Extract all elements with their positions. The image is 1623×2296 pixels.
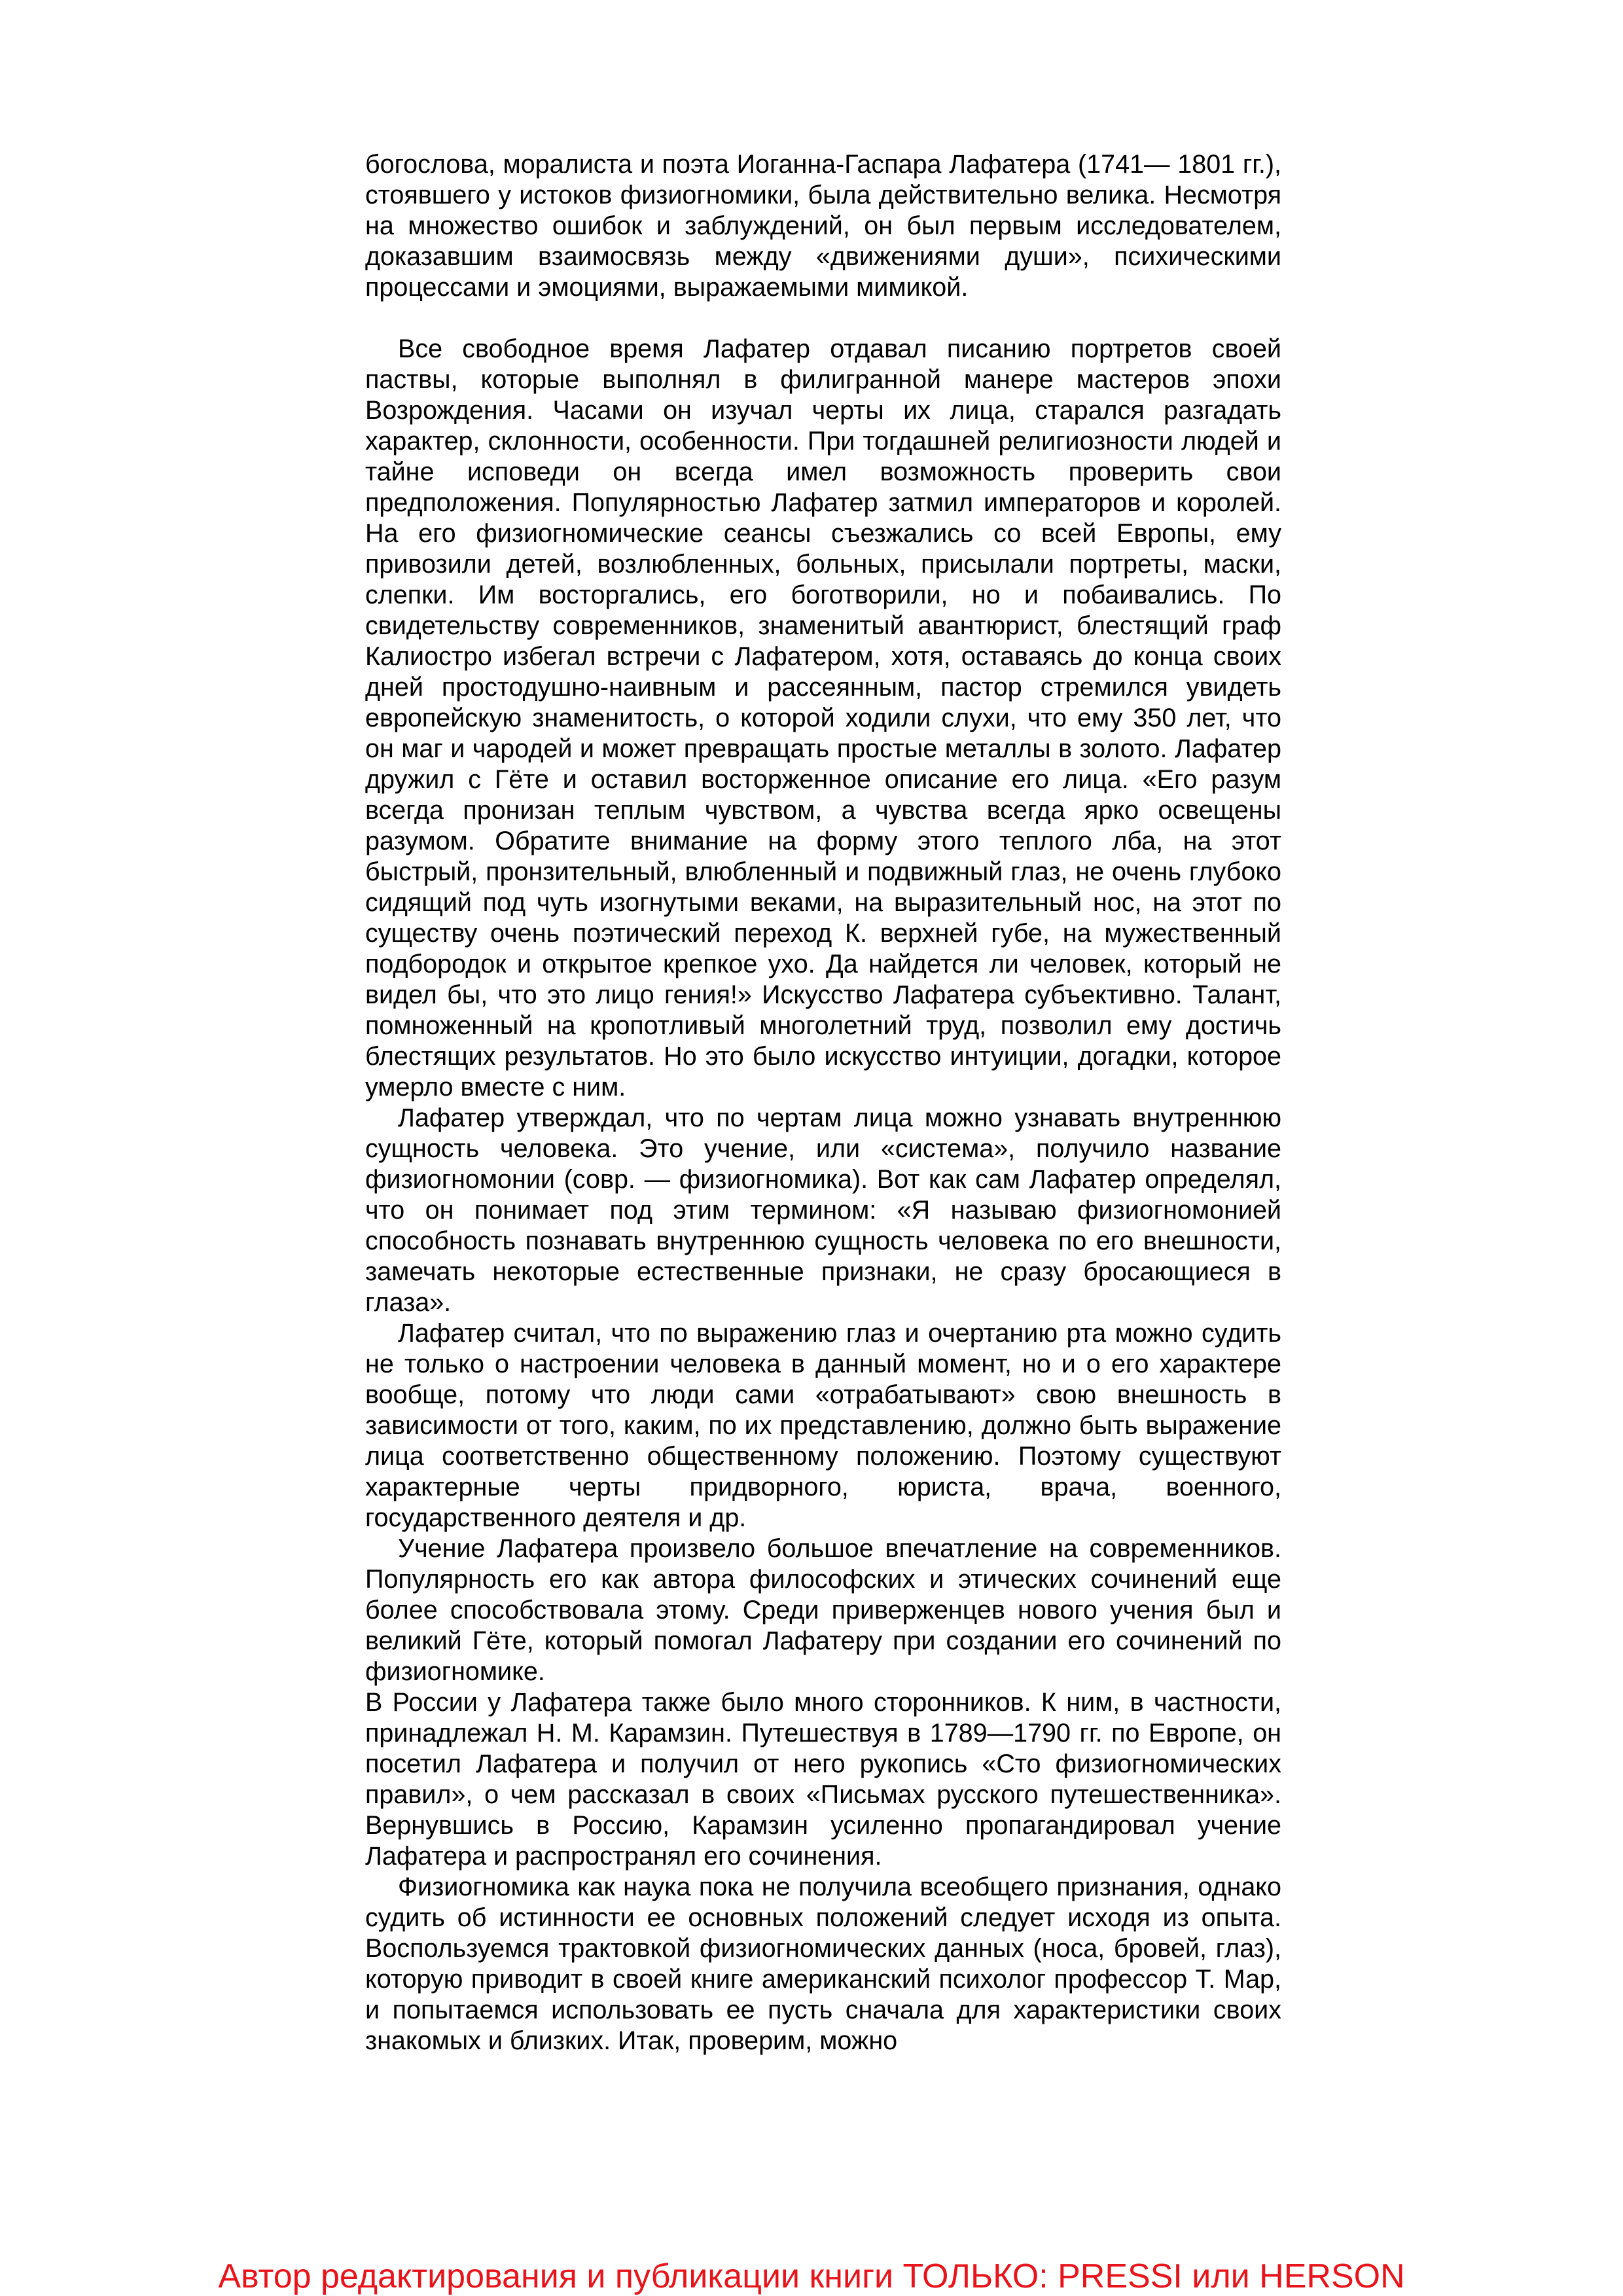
- paragraph: В России у Лафатера также было много сторонников. К ним, в частности, принадлежал Н. М. Карамзин. Путешествуя в 1789—1790 гг. по Европе, он посетил Лафатера и получил от него рукопись «Сто физиогномических правил», о чем рассказал в своих «Письмах русского путешественника». Вернувшись в Россию, Карамзин усиленно пропагандировал учение Лафатера и распространял его сочинения.: [365, 1688, 1281, 1871]
- body-text: [365, 149, 1281, 2056]
- publisher-footer-note: Автор редактирования и публикации книги ТОЛЬКО: PRESSI или HERSON: [218, 2257, 1405, 2295]
- paragraph: Лафатер утверждал, что по чертам лица можно узнавать внутреннюю сущность человека. Это учение, или «система», получило название физиогномонии (совр. — физиогномика). Вот как сам Лафатер определял, что он понимает под этим термином: «Я называю физиогномонией способность познавать внутреннюю сущность человека по его внешности, замечать некоторые естественные признаки, не сразу бросающиеся в глаза».: [365, 1103, 1281, 1317]
- paragraph: богослова, моралиста и поэта Иоганна-Гаспара Лафатера (1741— 1801 гг.), стоявшего у истоков физиогномики, была действительно велика. Несмотря на множество ошибок и заблуждений, он был первым исследователем, доказавшим взаимосвязь между «движениями души», психическими процессами и эмоциями, выражаемыми мимикой.: [365, 150, 1281, 302]
- paragraph: Физиогномика как наука пока не получила всеобщего признания, однако судить об истинности ее основных положений следует исходя из опыта. Воспользуемся трактовкой физиогномических данных (носа, бровей, глаз), которую приводит в своей книге американский психолог профессор Т. Мар, и попытаемся использовать ее пусть сначала для характеристики своих знакомых и близких. Итак, проверим, можно: [365, 1873, 1281, 2055]
- paragraph: Учение Лафатера произвело большое впечатление на современников. Популярность его как автора философских и этических сочинений еще более способствовала этому. Среди приверженцев нового учения был и великий Гёте, который помогал Лафатеру при создании его сочинений по физиогномике.: [365, 1534, 1281, 1686]
- paragraph: Все свободное время Лафатер отдавал писанию портретов своей паствы, которые выполнял в филигранной манере мастеров эпохи Возрождения. Часами он изучал черты их лица, старался разгадать характер, склонности, особенности. При тогдашней религиозности людей и тайне исповеди он всегда имел возможность проверить свои предположения. Популярностью Лафатер затмил императоров и королей. На его физиогномические сеансы съезжались со всей Европы, ему привозили детей, возлюбленных, больных, присылали портреты, маски, слепки. Им восторгались, его боготворили, но и побаивались. По свидетельству современников, знаменитый авантюрист, блестящий граф Калиостро избегал встречи с Лафатером, хотя, оставаясь до конца своих дней простодушно-наивным и рассеянным, пастор стремился увидеть европейскую знаменитость, о которой ходили слухи, что ему 350 лет, что он маг и чародей и может превращать простые металлы в золото. Лафатер дружил с Гёте и оставил восторженное описание его лица. «Его разум всегда пронизан теплым чувством, а чувства всегда ярко освещены разумом. Обратите внимание на форму этого теплого лба, на этот быстрый, пронзительный, влюбленный и подвижный глаз, не очень глубоко сидящий под чуть изогнутыми веками, на выразительный нос, на этот по существу очень поэтический переход К. верхней губе, на мужественный подбородок и открытое крепкое ухо. Да найдется ли человек, который не видел бы, что это лицо гения!» Искусство Лафатера субъективно. Талант, помноженный на кропотливый многолетний труд, позволил ему достичь блестящих результатов. Но это было искусство интуиции, догадки, которое умерло вместе с ним.: [365, 334, 1281, 1102]
- paragraph: Лафатер считал, что по выражению глаз и очертанию рта можно судить не только о настроении человека в данный момент, но и о его характере вообще, потому что люди сами «отрабатывают» свою внешность в зависимости от того, каким, по их представлению, должно быть выражение лица соответственно общественному положению. Поэтому существуют характерные черты придворного, юриста, врача, военного, государственного деятеля и др.: [365, 1319, 1281, 1532]
